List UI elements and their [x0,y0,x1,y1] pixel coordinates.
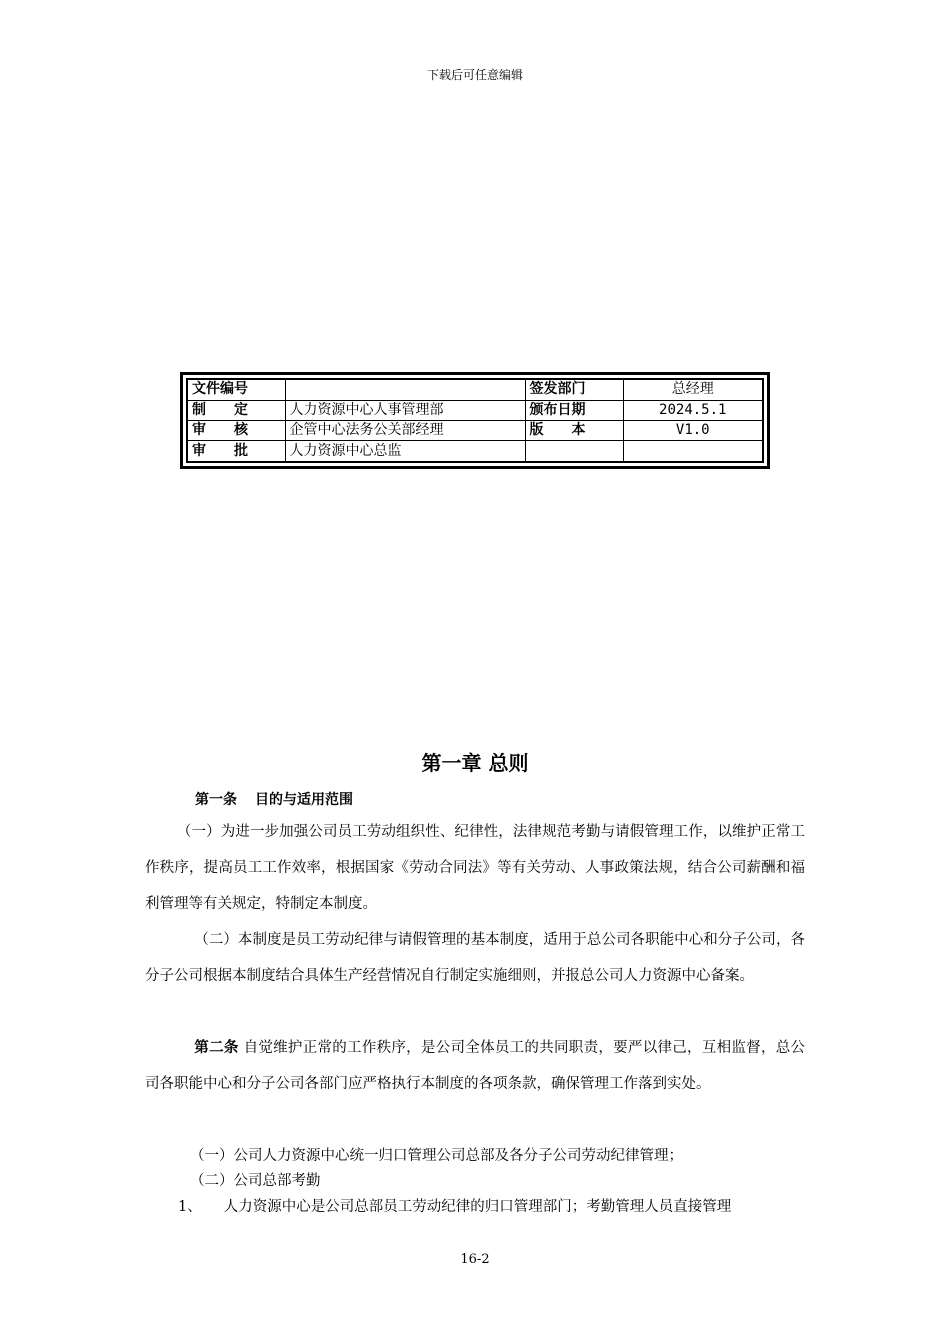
chapter-title: 第一章 总则 [421,751,529,775]
article-2-subitem-1 [178,1195,731,1216]
meta-value: 企管中心法务公关部经理 [285,420,525,440]
meta-label: 签发部门 [525,379,623,400]
meta-row-drafted [187,400,763,420]
subitem-text: 人力资源中心是公司总部员工劳动纪律的归口管理部门；考勤管理人员直接管理 [223,1199,732,1215]
meta-value [285,379,525,400]
article-1-label: 第一条 [195,792,237,808]
meta-label: 制 定 [187,400,285,420]
article-1-paragraph-1: （一）为进一步加强公司员工劳动组织性、纪律性，法律规范考勤与请假管理工作，以维护正常工作秩序，提高员工工作效率，根据国家《劳动合同法》等有关劳动、人事政策法规，结合公司薪酬和福利管理等有关规定，特制定本制度。 [145,824,805,912]
meta-label [525,441,623,462]
article-2-paragraph [145,1030,805,1102]
article-2-item-2: （二）公司总部考勤 [190,1173,321,1189]
meta-table-grid [186,378,764,463]
meta-label: 颁布日期 [525,400,623,420]
subitem-number: 1、 [178,1199,202,1215]
article-1-title: 目的与适用范围 [255,792,353,808]
meta-row-doc-number [187,379,763,400]
meta-label: 版 本 [525,420,623,440]
meta-row-approved [187,441,763,462]
meta-value: 2024.5.1 [623,400,763,420]
article-2-item-1: （一）公司人力资源中心统一归口管理公司总部及各分子公司劳动纪律管理； [190,1148,683,1164]
meta-value: 人力资源中心总监 [285,441,525,462]
article-2-label: 第二条 [194,1040,239,1056]
meta-row-reviewed [187,420,763,440]
page-number: 16-2 [460,1252,490,1267]
header-note: 下载后可任意编辑 [426,68,523,82]
meta-value [623,441,763,462]
meta-label: 审 核 [187,420,285,440]
document-meta-table [180,372,770,469]
meta-value: 总经理 [623,379,763,400]
meta-value: 人力资源中心人事管理部 [285,400,525,420]
article-1-heading [195,789,353,809]
meta-label: 文件编号 [187,379,285,400]
meta-label: 审 批 [187,441,285,462]
article-1-paragraph-2: （二）本制度是员工劳动纪律与请假管理的基本制度，适用于总公司各职能中心和分子公司，各分子公司根据本制度结合具体生产经营情况自行制定实施细则，并报总公司人力资源中心备案。 [145,932,805,984]
meta-value: V1.0 [623,420,763,440]
article-2-text: 自觉维护正常的工作秩序，是公司全体员工的共同职责，要严以律己，互相监督，总公司各职能中心和分子公司各部门应严格执行本制度的各项条款，确保管理工作落到实处。 [145,1040,806,1092]
